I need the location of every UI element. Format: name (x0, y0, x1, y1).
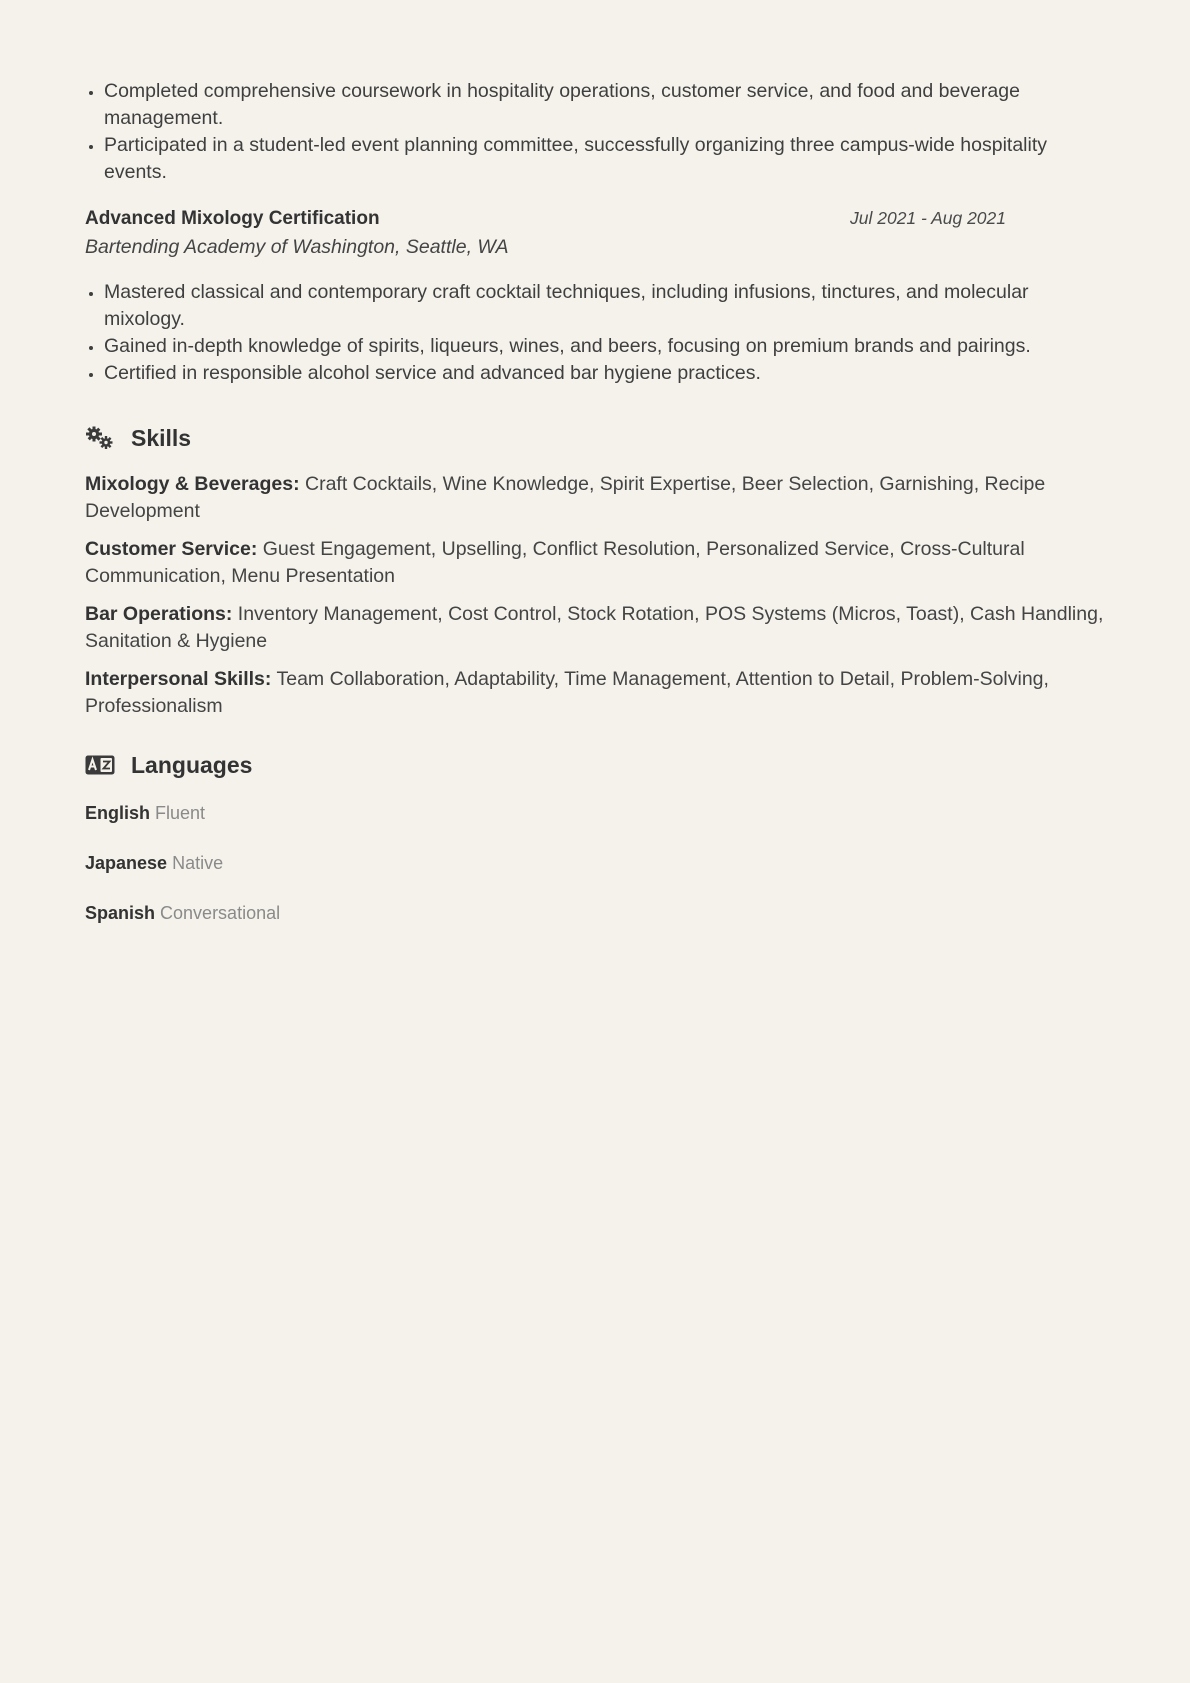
list-item: • Gained in-depth knowledge of spirits, liqueurs, wines, and beers, focusing on premium brands and pairings. (104, 333, 1105, 360)
language-name: Japanese (85, 853, 168, 873)
language-row (85, 802, 1105, 825)
skill-label: Customer Service: (85, 538, 258, 560)
skills-title: Skills (131, 424, 192, 451)
certification-header (85, 198, 1105, 232)
list-item: • Certified in responsible alcohol service and advanced bar hygiene practices. (104, 360, 1105, 387)
skill-label: Bar Operations: (85, 603, 233, 625)
language-level: Fluent (155, 803, 206, 823)
language-level: Conversational (160, 903, 281, 923)
skill-label: Mixology & Beverages: (85, 473, 300, 495)
skill-label: Interpersonal Skills: (85, 668, 272, 690)
skill-text: Guest Engagement, Upselling, Conflict Resolution, Personalized Service, Cross-Cultural Communication, Menu Presentation (85, 538, 1025, 587)
certification-institution: Bartending Academy of Washington, Seattle, WA (85, 236, 509, 258)
gears-icon (85, 426, 115, 450)
skill-text: Inventory Management, Cost Control, Stock Rotation, POS Systems (Micros, Toast), Cash Handling, Sanitation & Hygiene (85, 603, 1104, 652)
certification-title: Advanced Mixology Certification (85, 208, 380, 229)
skill-row (85, 601, 1105, 655)
skills-section-header (85, 423, 1105, 453)
certification-bullet-list (85, 279, 1105, 387)
skill-row (85, 666, 1105, 720)
language-row (85, 852, 1105, 875)
language-level: Native (172, 853, 224, 873)
skill-row (85, 536, 1105, 590)
certification-date: Jul 2021 - Aug 2021 (850, 208, 1006, 228)
list-item: • Mastered classical and contemporary craft cocktail techniques, including infusions, tinctures, and molecular mixology. (104, 279, 1105, 333)
education-bullet-list (85, 78, 1105, 186)
languages-title: Languages (131, 751, 253, 778)
list-item: • Participated in a student-led event planning committee, successfully organizing three campus-wide hospitality events. (104, 132, 1105, 186)
list-item: • Completed comprehensive coursework in hospitality operations, customer service, and food and beverage management. (104, 78, 1105, 132)
languages-section-header (85, 750, 1105, 780)
language-name: English (85, 803, 151, 823)
language-name: Spanish (85, 903, 156, 923)
language-icon (85, 753, 115, 777)
skill-row (85, 471, 1105, 525)
skill-text: Craft Cocktails, Wine Knowledge, Spirit Expertise, Beer Selection, Garnishing, Recipe Development (85, 473, 1046, 522)
skill-text: Team Collaboration, Adaptability, Time Management, Attention to Detail, Problem-Solving, Professionalism (85, 668, 1049, 717)
language-row (85, 902, 1105, 925)
